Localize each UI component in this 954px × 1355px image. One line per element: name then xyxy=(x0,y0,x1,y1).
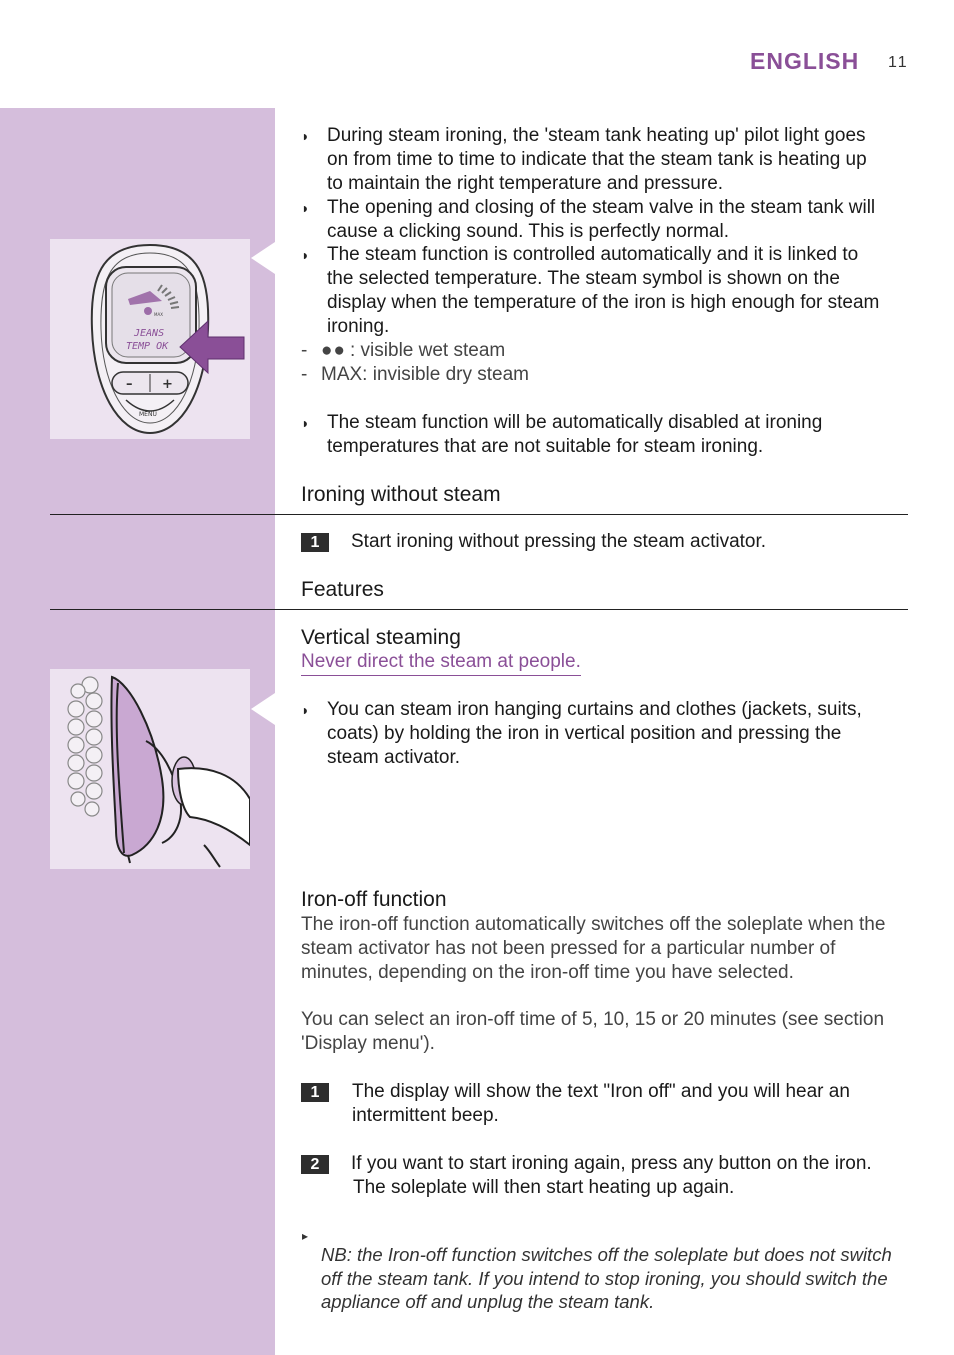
step-number: 2 xyxy=(301,1155,329,1174)
list-item-line: the selected temperature. The steam symbol is shown on the xyxy=(327,268,840,289)
vertical-steaming-illustration xyxy=(50,669,250,869)
illustration-pointer xyxy=(251,242,275,274)
paragraph-line: steam activator has not been pressed for a particular number of xyxy=(301,938,836,959)
illustration-pointer xyxy=(251,693,275,725)
bullet-icon: ◗ xyxy=(301,200,310,216)
step-text: intermittent beep. xyxy=(352,1105,499,1126)
bullet-icon: ◗ xyxy=(301,247,310,263)
note-marker-icon: ▸ xyxy=(302,1229,309,1243)
list-item-line: The steam function will be automatically disabled at ironing xyxy=(327,412,823,433)
step-number: 1 xyxy=(301,533,329,552)
paragraph-line: You can select an iron-off time of 5, 10, 15 or 20 minutes (see section xyxy=(301,1009,885,1030)
page-number: 11 xyxy=(888,54,909,71)
list-item-line: The steam function is controlled automatically and it is linked to xyxy=(327,244,859,265)
svg-text:MAX: MAX xyxy=(154,312,163,317)
note-line: appliance off and unplug the steam tank. xyxy=(321,1290,655,1312)
subsection-heading-vertical-steaming: Vertical steaming xyxy=(301,626,461,649)
step-text: Start ironing without pressing the steam activator. xyxy=(351,531,767,552)
step-text: The display will show the text "Iron off" and you will hear an xyxy=(352,1081,850,1102)
vertical-iron-icon xyxy=(50,669,250,869)
section-divider xyxy=(50,514,908,515)
list-item-line: coats) by holding the iron in vertical position and pressing the xyxy=(327,723,842,744)
language-header: ENGLISH xyxy=(750,48,860,74)
list-item-line: display when the temperature of the iron is high enough for steam xyxy=(327,292,880,313)
list-item-line: temperatures that are not suitable for steam ironing. xyxy=(327,436,764,457)
wet-steam-symbol: ●● xyxy=(321,340,346,361)
dash: - xyxy=(301,364,308,385)
list-item-line: You can steam iron hanging curtains and clothes (jackets, suits, xyxy=(327,699,862,720)
list-item-line: ironing. xyxy=(327,316,390,337)
display-illustration xyxy=(50,239,250,439)
wet-steam-label: : visible wet steam xyxy=(350,340,506,361)
list-item-line: steam activator. xyxy=(327,747,461,768)
svg-text:–: – xyxy=(126,377,133,392)
bullet-icon: ◗ xyxy=(301,415,310,431)
section-heading-features: Features xyxy=(301,578,384,601)
paragraph-line: The iron-off function automatically switches off the soleplate when the xyxy=(301,914,886,935)
paragraph-line: 'Display menu'). xyxy=(301,1033,435,1054)
note-line: NB: the Iron-off function switches off the soleplate but does not switch xyxy=(321,1243,892,1265)
paragraph-line: minutes, depending on the iron-off time you have selected. xyxy=(301,962,794,983)
section-divider xyxy=(50,609,908,610)
note-line: off the steam tank. If you intend to stop ironing, you should switch the xyxy=(321,1267,888,1289)
svg-text:JEANS: JEANS xyxy=(134,328,165,339)
svg-text:MENU: MENU xyxy=(139,411,157,418)
list-item-line: The opening and closing of the steam valve in the steam tank will xyxy=(327,197,876,218)
dash: - xyxy=(301,340,308,361)
section-heading-ironing-without-steam: Ironing without steam xyxy=(301,483,501,506)
warning-text: Never direct the steam at people. xyxy=(301,650,581,676)
bullet-icon: ◗ xyxy=(301,128,310,144)
step-text: If you want to start ironing again, press any button on the iron. xyxy=(351,1153,872,1174)
step-text: The soleplate will then start heating up again. xyxy=(353,1177,735,1198)
dry-steam-label: MAX: invisible dry steam xyxy=(321,364,530,385)
list-item-line: cause a clicking sound. This is perfectly normal. xyxy=(327,221,729,242)
list-item-line: to maintain the right temperature and pressure. xyxy=(327,173,724,194)
iron-display-icon xyxy=(50,239,250,439)
subsection-heading-iron-off: Iron-off function xyxy=(301,888,447,911)
list-item-line: During steam ironing, the 'steam tank heating up' pilot light goes xyxy=(327,125,866,146)
svg-text:+: + xyxy=(162,377,173,392)
list-item-line: on from time to time to indicate that the steam tank is heating up xyxy=(327,149,867,170)
svg-text:TEMP OK: TEMP OK xyxy=(126,341,169,352)
bullet-icon: ◗ xyxy=(301,702,310,718)
step-number: 1 xyxy=(301,1083,329,1102)
